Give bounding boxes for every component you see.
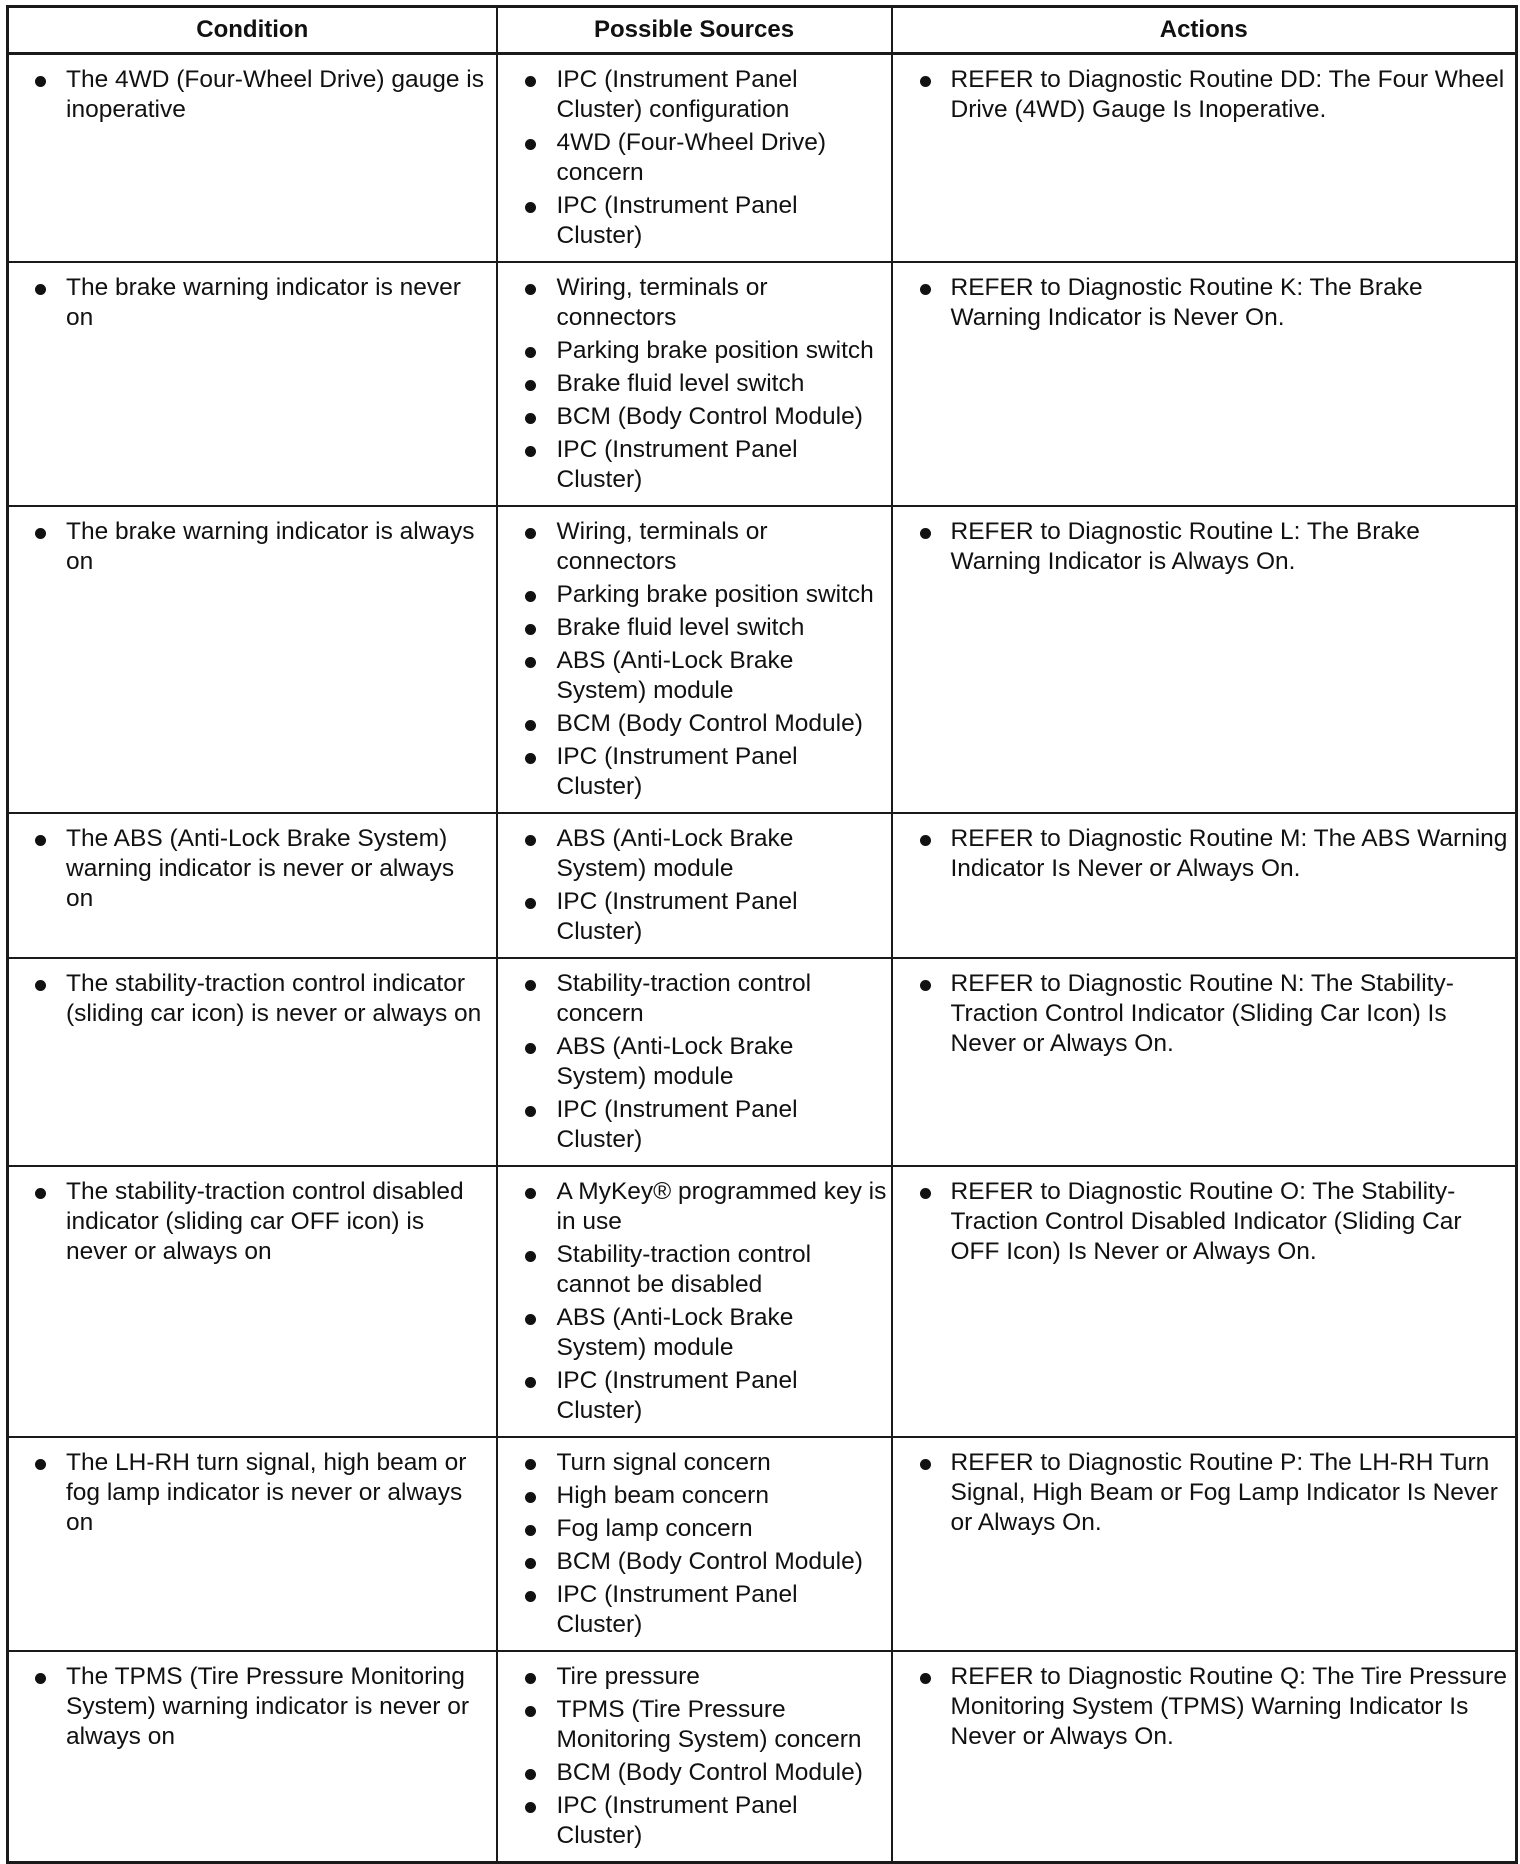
source-item: IPC (Instrument Panel Cluster) configuration — [557, 65, 887, 125]
condition-item: The LH-RH turn signal, high beam or fog lamp indicator is never or always on — [66, 1448, 488, 1538]
condition-item: The stability-traction control disabled indicator (sliding car OFF icon) is never or always on — [66, 1177, 488, 1267]
condition-item: The stability-traction control indicator (sliding car icon) is never or always on — [66, 969, 488, 1029]
source-item: BCM (Body Control Module) — [557, 709, 887, 739]
bullet-list — [9, 959, 496, 1039]
possible-sources-cell — [497, 262, 892, 506]
bullet-list — [893, 1167, 1516, 1277]
source-item: Stability-traction control cannot be disabled — [557, 1240, 887, 1300]
action-item: REFER to Diagnostic Routine L: The Brake Warning Indicator is Always On. — [951, 517, 1510, 577]
bullet-list — [498, 507, 891, 812]
actions-cell — [892, 506, 1517, 813]
source-item: High beam concern — [557, 1481, 887, 1511]
condition-cell — [8, 958, 497, 1166]
condition-item: The ABS (Anti-Lock Brake System) warning indicator is never or always on — [66, 824, 488, 914]
bullet-list — [498, 1167, 891, 1436]
header-actions: Actions — [892, 7, 1517, 54]
condition-cell — [8, 506, 497, 813]
actions-cell — [892, 1166, 1517, 1437]
source-item: BCM (Body Control Module) — [557, 1758, 887, 1788]
possible-sources-cell — [497, 958, 892, 1166]
bullet-list — [893, 263, 1516, 343]
table-header — [8, 7, 1517, 54]
condition-item: The brake warning indicator is always on — [66, 517, 488, 577]
symptom-chart-table — [6, 5, 1518, 1864]
bullet-list — [9, 55, 496, 135]
source-item: Wiring, terminals or connectors — [557, 273, 887, 333]
condition-item: The 4WD (Four-Wheel Drive) gauge is inoperative — [66, 65, 488, 125]
header-possible-sources: Possible Sources — [497, 7, 892, 54]
table-row — [8, 506, 1517, 813]
source-item: Brake fluid level switch — [557, 613, 887, 643]
possible-sources-cell — [497, 54, 892, 263]
bullet-list — [498, 263, 891, 505]
bullet-list — [9, 814, 496, 924]
source-item: IPC (Instrument Panel Cluster) — [557, 1791, 887, 1851]
source-item: TPMS (Tire Pressure Monitoring System) concern — [557, 1695, 887, 1755]
bullet-list — [893, 1652, 1516, 1762]
source-item: IPC (Instrument Panel Cluster) — [557, 1580, 887, 1640]
condition-item: The TPMS (Tire Pressure Monitoring System) warning indicator is never or always on — [66, 1662, 488, 1752]
bullet-list — [9, 1652, 496, 1762]
table-row — [8, 958, 1517, 1166]
source-item: Tire pressure — [557, 1662, 887, 1692]
action-item: REFER to Diagnostic Routine M: The ABS Warning Indicator Is Never or Always On. — [950, 825, 1508, 882]
source-item: ABS (Anti-Lock Brake System) module — [557, 1032, 887, 1092]
source-item: ABS (Anti-Lock Brake System) module — [557, 824, 887, 884]
table-row — [8, 813, 1517, 958]
source-item: IPC (Instrument Panel Cluster) — [557, 1366, 887, 1426]
action-item: REFER to Diagnostic Routine K: The Brake Warning Indicator is Never On. — [951, 273, 1510, 333]
condition-cell — [8, 1651, 497, 1863]
source-item: IPC (Instrument Panel Cluster) — [557, 742, 887, 802]
table-row — [8, 1651, 1517, 1863]
source-item: Turn signal concern — [557, 1448, 887, 1478]
actions-cell — [892, 958, 1517, 1166]
source-item: Parking brake position switch — [557, 580, 887, 610]
action-item: REFER to Diagnostic Routine Q: The Tire Pressure Monitoring System (TPMS) Warning Indicator Is Never or Always On. — [951, 1662, 1510, 1752]
bullet-list — [498, 55, 891, 261]
bullet-list — [498, 1438, 891, 1650]
header-row — [8, 7, 1517, 54]
header-condition: Condition — [8, 7, 497, 54]
bullet-list — [9, 507, 496, 587]
source-item: 4WD (Four-Wheel Drive) concern — [557, 128, 887, 188]
table-row — [8, 1437, 1517, 1651]
bullet-list — [893, 959, 1516, 1069]
actions-cell — [892, 1437, 1517, 1651]
action-item: REFER to Diagnostic Routine P: The LH-RH Turn Signal, High Beam or Fog Lamp Indicator Is Never or Always On. — [951, 1448, 1510, 1538]
actions-cell — [892, 54, 1517, 263]
condition-cell — [8, 54, 497, 263]
possible-sources-cell — [497, 506, 892, 813]
bullet-list — [9, 1438, 496, 1548]
source-item: IPC (Instrument Panel Cluster) — [557, 435, 887, 495]
source-item: ABS (Anti-Lock Brake System) module — [557, 646, 887, 706]
action-item: REFER to Diagnostic Routine O: The Stability-Traction Control Disabled Indicator (Sliding Car OFF Icon) Is Never or Always On. — [951, 1177, 1510, 1267]
possible-sources-cell — [497, 1437, 892, 1651]
condition-cell — [8, 813, 497, 958]
condition-item: The brake warning indicator is never on — [66, 273, 488, 333]
possible-sources-cell — [497, 813, 892, 958]
source-item: BCM (Body Control Module) — [557, 1547, 887, 1577]
source-item: Fog lamp concern — [557, 1514, 887, 1544]
source-item: IPC (Instrument Panel Cluster) — [557, 887, 887, 947]
source-item: BCM (Body Control Module) — [557, 402, 887, 432]
bullet-list — [498, 959, 891, 1165]
condition-cell — [8, 262, 497, 506]
table-body — [8, 54, 1517, 1863]
source-item: ABS (Anti-Lock Brake System) module — [557, 1303, 887, 1363]
possible-sources-cell — [497, 1166, 892, 1437]
source-item: Stability-traction control concern — [557, 969, 887, 1029]
bullet-list — [893, 507, 1516, 587]
condition-cell — [8, 1166, 497, 1437]
actions-cell — [892, 262, 1517, 506]
source-item: IPC (Instrument Panel Cluster) — [557, 1095, 887, 1155]
source-item: Parking brake position switch — [557, 336, 887, 366]
action-item: REFER to Diagnostic Routine DD: The Four Wheel Drive (4WD) Gauge Is Inoperative. — [951, 65, 1510, 125]
action-item: REFER to Diagnostic Routine N: The Stability-Traction Control Indicator (Sliding Car Icon) Is Never or Always On. — [951, 969, 1510, 1059]
possible-sources-cell — [497, 1651, 892, 1863]
bullet-list — [893, 55, 1516, 135]
source-item: A MyKey® programmed key is in use — [556, 1178, 887, 1235]
bullet-list — [9, 1167, 496, 1277]
source-item: Wiring, terminals or connectors — [557, 517, 887, 577]
table-row — [8, 1166, 1517, 1437]
table-row — [8, 262, 1517, 506]
actions-cell — [892, 1651, 1517, 1863]
bullet-list — [893, 814, 1516, 894]
source-item: IPC (Instrument Panel Cluster) — [557, 191, 887, 251]
bullet-list — [893, 1438, 1516, 1548]
bullet-list — [9, 263, 496, 343]
condition-cell — [8, 1437, 497, 1651]
bullet-list — [498, 1652, 891, 1861]
table-row — [8, 54, 1517, 263]
bullet-list — [498, 814, 891, 957]
actions-cell — [892, 813, 1517, 958]
source-item: Brake fluid level switch — [557, 369, 887, 399]
